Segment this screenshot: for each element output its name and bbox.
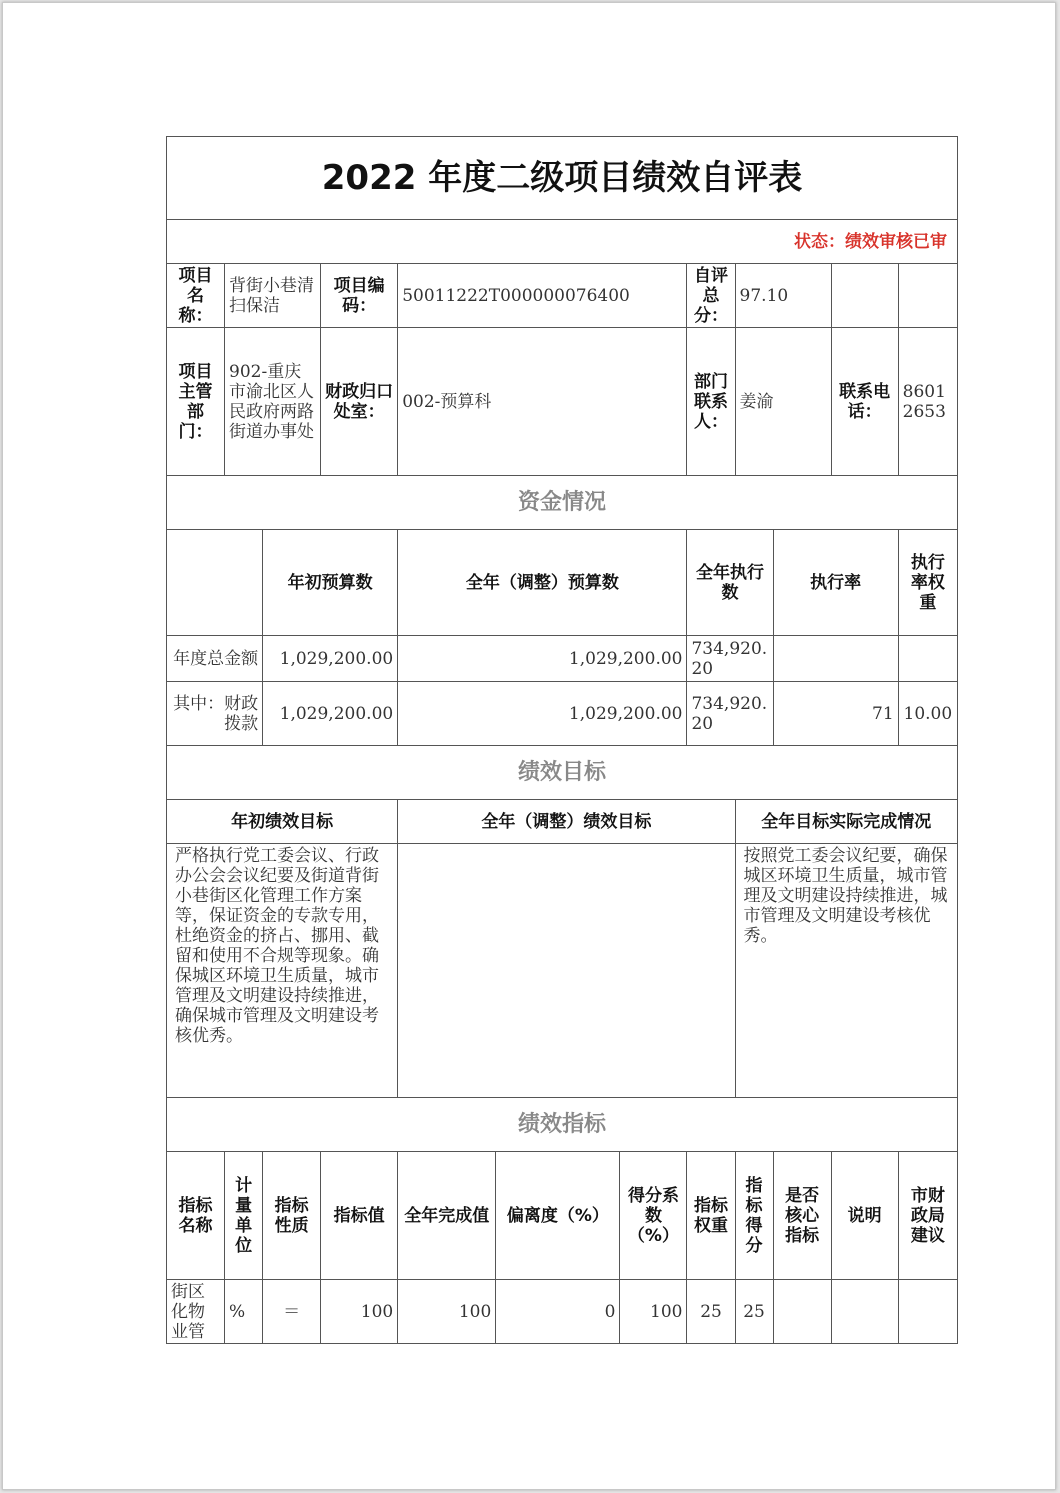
funds-rate bbox=[773, 636, 898, 682]
indicator-target: 100 bbox=[321, 1280, 398, 1344]
funds-adjusted: 1,029,200.00 bbox=[398, 636, 687, 682]
funds-initial: 1,029,200.00 bbox=[263, 636, 398, 682]
header-initial-budget: 年初预算数 bbox=[263, 530, 398, 636]
project-code-label: 项目编码： bbox=[321, 264, 398, 328]
header-exec-rate: 执行率 bbox=[773, 530, 898, 636]
table-row bbox=[167, 1280, 958, 1344]
self-score-label: 自评总分： bbox=[687, 264, 735, 328]
header-adjusted-goal: 全年（调整）绩效目标 bbox=[398, 800, 735, 844]
table-row bbox=[167, 636, 958, 682]
finance-label: 财政归口处室： bbox=[321, 328, 398, 476]
initial-goal-text: 严格执行党工委会议、行政办公会会议纪要及街道背街小巷街区化管理工作方案等，保证资金的专款专用，杜绝资金的挤占、挪用、截留和使用不合规等现象。确保城区环境卫生质量，城市管理及文明建设持续推进，确保城市管理及文明建设考核优秀。 bbox=[167, 844, 398, 1098]
table-row bbox=[167, 682, 958, 746]
header-actual-completion: 全年目标实际完成情况 bbox=[735, 800, 957, 844]
header-deviation: 偏离度（%） bbox=[496, 1152, 620, 1280]
phone-label: 联系电话： bbox=[831, 328, 898, 476]
funds-adjusted: 1,029,200.00 bbox=[398, 682, 687, 746]
header-note: 说明 bbox=[831, 1152, 898, 1280]
header-adjusted-budget: 全年（调整）预算数 bbox=[398, 530, 687, 636]
header-indicator-name: 指标名称 bbox=[167, 1152, 225, 1280]
indicator-score: 25 bbox=[735, 1280, 773, 1344]
empty-cell bbox=[898, 264, 957, 328]
indicator-unit: % bbox=[225, 1280, 263, 1344]
project-name-label: 项目名称： bbox=[167, 264, 225, 328]
header-nature: 指标性质 bbox=[263, 1152, 321, 1280]
funds-weight bbox=[898, 636, 957, 682]
indicator-completed: 100 bbox=[398, 1280, 496, 1344]
section-title-indicators: 绩效指标 bbox=[167, 1098, 958, 1152]
section-title-funds: 资金情况 bbox=[167, 476, 958, 530]
header-core: 是否核心指标 bbox=[773, 1152, 831, 1280]
header-executed: 全年执行数 bbox=[687, 530, 773, 636]
indicator-advice bbox=[898, 1280, 957, 1344]
header-coefficient: 得分系数（%） bbox=[620, 1152, 687, 1280]
empty-cell bbox=[831, 264, 898, 328]
indicator-name: 街区化物业管 bbox=[167, 1280, 225, 1344]
contact-value: 姜渝 bbox=[735, 328, 831, 476]
header-score: 指标得分 bbox=[735, 1152, 773, 1280]
funds-row-label: 年度总金额 bbox=[167, 636, 263, 682]
phone-value: 86012653 bbox=[898, 328, 957, 476]
dept-value: 902-重庆市渝北区人民政府两路街道办事处 bbox=[225, 328, 321, 476]
project-name: 背街小巷清扫保洁 bbox=[225, 264, 321, 328]
indicator-weight: 25 bbox=[687, 1280, 735, 1344]
project-code: 50011222T000000076400 bbox=[398, 264, 687, 328]
indicator-note bbox=[831, 1280, 898, 1344]
indicator-deviation: 0 bbox=[496, 1280, 620, 1344]
indicator-coefficient: 100 bbox=[620, 1280, 687, 1344]
adjusted-goal-text bbox=[398, 844, 735, 1098]
header-exec-weight: 执行率权重 bbox=[898, 530, 957, 636]
self-score: 97.10 bbox=[735, 264, 831, 328]
header-weight: 指标权重 bbox=[687, 1152, 735, 1280]
header-initial-goal: 年初绩效目标 bbox=[167, 800, 398, 844]
indicator-nature: ＝ bbox=[263, 1280, 321, 1344]
indicator-core bbox=[773, 1280, 831, 1344]
funds-row-label: 其中：财政拨款 bbox=[167, 682, 263, 746]
page-title: 2022 年度二级项目绩效自评表 bbox=[167, 137, 958, 220]
funds-rate: 71 bbox=[773, 682, 898, 746]
actual-completion-text: 按照党工委会议纪要，确保城区环境卫生质量，城市管理及文明建设持续推进，城市管理及文明建设考核优秀。 bbox=[735, 844, 957, 1098]
status-badge: 状态：绩效审核已审 bbox=[167, 220, 958, 264]
document-page bbox=[2, 2, 1056, 1490]
header-advice: 市财政局建议 bbox=[898, 1152, 957, 1280]
dept-label: 项目主管部门： bbox=[167, 328, 225, 476]
section-title-goals: 绩效目标 bbox=[167, 746, 958, 800]
finance-value: 002-预算科 bbox=[398, 328, 687, 476]
self-evaluation-table bbox=[166, 136, 958, 1344]
funds-executed: 734,920.20 bbox=[687, 682, 773, 746]
contact-label: 部门联系人： bbox=[687, 328, 735, 476]
header-completed: 全年完成值 bbox=[398, 1152, 496, 1280]
funds-weight: 10.00 bbox=[898, 682, 957, 746]
header-unit: 计量单位 bbox=[225, 1152, 263, 1280]
header-target: 指标值 bbox=[321, 1152, 398, 1280]
funds-initial: 1,029,200.00 bbox=[263, 682, 398, 746]
funds-executed: 734,920.20 bbox=[687, 636, 773, 682]
empty-header-cell bbox=[167, 530, 263, 636]
